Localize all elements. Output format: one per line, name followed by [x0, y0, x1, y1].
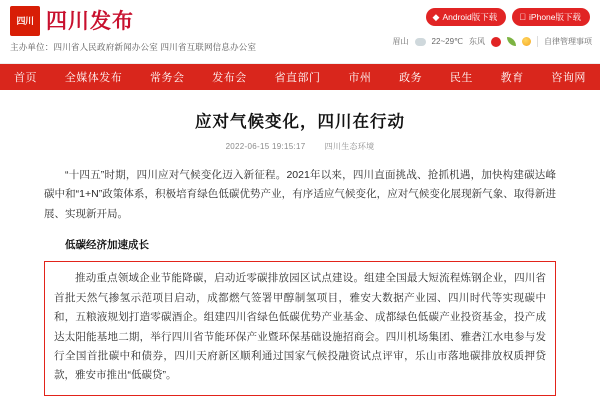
weather-city[interactable] [393, 36, 409, 47]
cloud-icon [415, 38, 426, 46]
self-regulation-link[interactable]: 自律管理事项 [544, 37, 592, 46]
weather-infobar [393, 36, 592, 47]
nav-item-cities[interactable]: 市州 [348, 72, 372, 84]
weather-wind [469, 36, 485, 47]
nav-item-education[interactable]: 教育 [500, 72, 524, 84]
android-icon: ◆ [432, 11, 440, 22]
leaf-icon [507, 37, 516, 46]
article-highlight-paragraph: 推动重点领域企业节能降碳，启动近零碳排放园区试点建设。组建全国最大短流程炼钢企业，四川省首批天然气掺氢示范项目启动，成都燃气签署甲醇制氢项目，雅安大数据产业园、四川时代等实现碳中和，五粮液规划打造零碳酒企。组建四川省绿色低碳优势产业基金、成都绿色低碳产业投资基金，投产成达太阳能基地二期，举行四川省节能环保产业暨环保基础设施招商会。四川机场集团、雅砻江水电参与发行全国首批碳中和债券，四川天府新区顺利通过国家气候投融资试点评审，乐山市落地碳排放权质押贷款，雅安市推出“低碳贷”。 [54, 272, 546, 382]
temperature-label: 22~29℃ [431, 37, 463, 46]
iphone-download-label: iPhone版下载 [529, 12, 581, 22]
weather-temperature [432, 37, 463, 46]
article-subheading: 低碳经济加速成长 [65, 239, 149, 252]
article-date: 2022-06-15 19:15:17 [225, 142, 306, 151]
main-nav [0, 64, 600, 90]
alert-dot-icon [491, 37, 501, 47]
nav-item-government[interactable]: 政务 [399, 72, 423, 84]
article-paragraph-1: “十四五”时期，四川应对气候变化迈入新征程。2021年以来，四川直面挑战、抢抓机遇，加快构建碳达峰碳中和“1+N”政策体系，积极培育绿色低碳优势产业，有序适应气候变化，应对气候变化展现新气象、取得新进展、实现新开局。 [44, 169, 556, 220]
download-buttons [426, 8, 590, 26]
nav-item-press-conference[interactable]: 发布会 [212, 72, 247, 84]
article-source: 四川生态环境 [324, 142, 375, 151]
nav-item-home[interactable]: 首页 [14, 72, 37, 84]
article-meta [44, 141, 556, 152]
wind-label: 东风 [469, 37, 485, 46]
site-header [0, 0, 600, 64]
nav-item-standing-committee[interactable]: 常务会 [150, 72, 185, 84]
sun-icon [522, 37, 531, 46]
android-download-button[interactable] [426, 8, 507, 26]
infobar-divider [537, 36, 538, 47]
nav-item-all-media[interactable]: 全媒体发布 [64, 72, 123, 84]
android-download-label: Android版下载 [442, 12, 498, 22]
sichuan-logo-icon: 四川 [10, 6, 40, 36]
sponsor-line: 主办单位：四川省人民政府新闻办公室 四川省互联网信息办公室 [10, 42, 257, 52]
iphone-download-button[interactable] [512, 8, 590, 26]
nav-item-provincial-depts[interactable]: 省直部门 [274, 72, 321, 84]
nav-item-livelihood[interactable]: 民生 [449, 72, 473, 84]
apple-icon [519, 12, 526, 22]
article-title: 应对气候变化，四川在行动 [195, 113, 405, 131]
highlighted-paragraph-box [44, 261, 556, 396]
city-label: 眉山 [392, 37, 409, 46]
nav-item-consulting[interactable]: 咨询网 [551, 72, 586, 84]
site-logo-text: 四川发布 [46, 9, 134, 33]
article-body [0, 90, 600, 396]
